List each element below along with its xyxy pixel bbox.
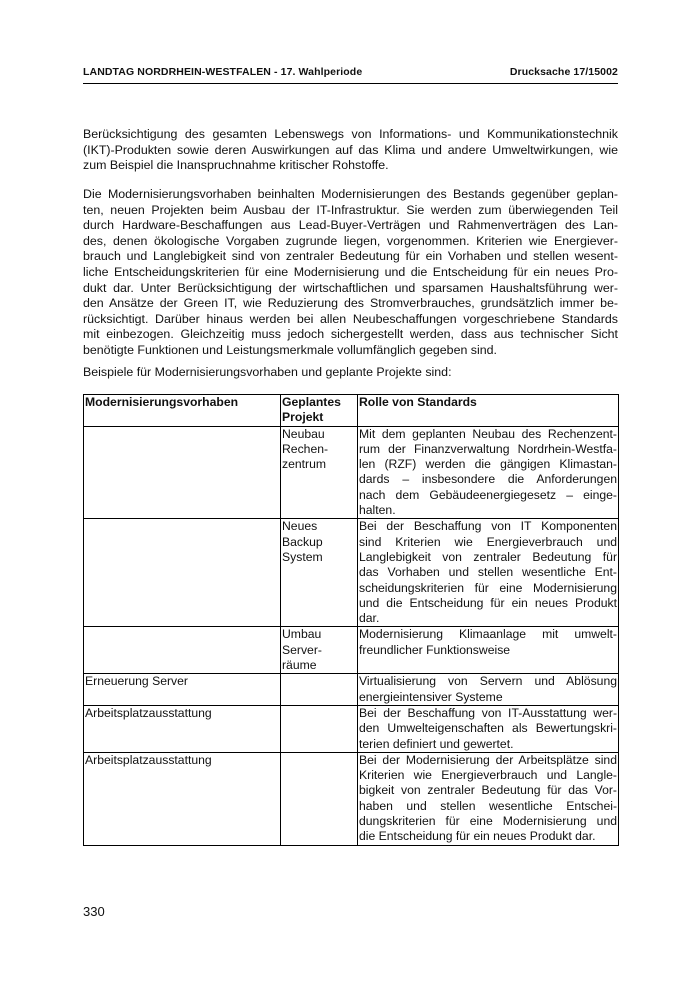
cell-line: Bei der Beschaffung von IT-Ausstattung wer- [359,705,617,720]
text-line: den Ansätze der Green IT, wie Reduzierung des Stromverbrauches, grundsätzlich immer be- [83,296,618,311]
table-row [84,705,619,752]
cell-line: Neubau [282,426,325,441]
cell-vorhaben [84,627,281,674]
text-line: (IKT)-Produkten sowie deren Auswirkungen auf das Klima und andere Umweltwirkungen, wie [83,142,618,157]
cell-projekt [281,519,358,627]
table-row [84,426,619,519]
paragraph-examples-intro: Beispiele für Modernisierungsvorhaben und geplante Projekte sind: [83,365,452,379]
text-line: dukt dar. Unter Berücksichtigung der wirtschaftlichen und sparsamen Haushaltsführung wer- [83,280,618,295]
cell-line: Kriterien wie Energieverbrauch und Langle- [359,768,617,783]
cell-line: Langlebigkeit von zentraler Bedeutung für [359,549,617,564]
header-title: LANDTAG NORDRHEIN-WESTFALEN - 17. Wahlperiode [83,66,363,78]
header-modernisierungsvorhaben [84,395,281,427]
cell-line: Umbau [282,627,322,642]
cell-vorhaben: Arbeitsplatzausstattung [84,705,281,752]
cell-line: halten. [359,503,396,518]
cell-vorhaben [84,426,281,519]
cell-projekt [281,752,358,845]
cell-line: sind Kriterien wie Energieverbrauch und [359,534,617,549]
cell-line: zentrum [282,457,327,472]
paragraph-lifecycle [83,127,618,174]
cell-line: und die Entscheidung für ein neues Produkt [359,595,617,610]
cell-line: die Entscheidung für ein neues Produkt dar. [359,829,596,844]
text-line: ten, neuen Projekten beim Ausbau der IT-Infrastruktur. Sie werden zum überwiegenden Teil [83,202,618,217]
cell-line: rum der Finanzverwaltung Nordrhein-Westfa- [359,441,617,456]
cell-line: haben und stellen wesentliche Entschei- [359,798,617,813]
cell-line: freundlicher Funktionsweise [359,642,511,657]
cell-projekt [281,705,358,752]
text-line: des, denen ökologische Vorgaben zugrunde liegen, vorgenommen. Kriterien wie Energiever- [83,233,618,248]
cell-line: scheidungskriterien für eine Modernisierung [359,580,617,595]
text-line: mit einbezogen. Gleichzeitig muss jedoch sichergestellt werden, dass aus technischer Sicht [83,327,618,342]
cell-projekt [281,627,358,674]
cell-vorhaben [84,519,281,627]
text-line: Die Modernisierungsvorhaben beinhalten Modernisierungen des Bestands gegenüber geplan- [83,187,618,201]
cell-line: energieintensiver Systeme [359,689,503,704]
cell-line: das Vorhaben und stellen wesentliche Ent- [359,565,617,580]
text-line: durch Hardware-Beschaffungen aus Lead-Buyer-Verträgen und Rahmenverträgen des Lan- [83,218,618,233]
header-divider [83,83,618,84]
paragraph-modernization [83,187,618,359]
cell-projekt [281,426,358,519]
text-line: liche Entscheidungskriterien für eine Modernisierung und die Entscheidung für ein neues Pro- [83,264,618,279]
cell-line: bigkeit von zentraler Bedeutung für das Vor- [359,783,617,798]
cell-line: nach dem Gebäudeenergiegesetz – einge- [359,487,617,502]
cell-line: Mit dem geplanten Neubau des Rechenzent- [359,426,617,441]
cell-projekt [281,674,358,706]
cell-line: Neues [282,519,318,534]
cell-rolle [358,519,619,627]
document-number: Drucksache 17/15002 [509,66,618,78]
cell-line: len (RZF) werden die gängigen Klimastan- [359,457,617,472]
page-header [83,66,618,78]
table-header-row [84,395,619,427]
page-number: 330 [83,904,105,919]
cell-line: terien definiert und gewertet. [359,736,514,751]
cell-line: dar. [359,611,380,626]
cell-line: räume [282,658,317,673]
cell-line: Modernisierung Klimaanlage mit umwelt- [359,627,617,642]
text-line: brauch und Langlebigkeit sind von zentraler Bedeutung für ein Vorhaben und stellen wesent- [83,249,618,264]
text-line: benötigte Funktionen und Leistungsmerkmale vollumfänglich gegeben sind. [83,342,497,357]
cell-line: Bei der Modernisierung der Arbeitsplätze sind [359,752,617,767]
cell-vorhaben: Erneuerung Server [84,674,281,706]
cell-rolle [358,705,619,752]
table-row [84,627,619,674]
text-line: Berücksichtigung des gesamten Lebenswegs von Informations- und Kommunikationstechnik [83,127,618,141]
table-row [84,752,619,845]
text-line: rücksichtigt. Darüber hinaus werden bei allen Neubeschaffungen vorgeschriebene Standards [83,311,618,326]
text-line: zum Beispiel die Inanspruchnahme kritischer Rohstoffe. [83,158,389,173]
table-row [84,519,619,627]
cell-line: Backup [282,534,323,549]
cell-vorhaben: Arbeitsplatzausstattung [84,752,281,845]
cell-rolle [358,627,619,674]
cell-line: Virtualisierung von Servern und Ablösung [359,674,617,689]
header-rolle-von-standards [358,395,619,427]
table-row [84,674,619,706]
cell-rolle [358,752,619,845]
cell-rolle [358,426,619,519]
header-geplantes-projekt [281,395,358,427]
cell-line: Bei der Beschaffung von IT Komponenten [359,519,617,534]
cell-line: dards – insbesondere die Anforderungen [359,472,617,487]
cell-line: Server- [282,642,322,657]
cell-line: den Umwelteigenschaften als Bewertungskri- [359,721,617,736]
cell-line: dungskriterien für eine Modernisierung und [359,814,617,829]
header-label: Modernisierungsvorhaben [85,395,239,409]
header-label: Rolle von Standards [359,395,477,409]
header-label: Projekt [282,410,324,425]
projects-table [83,394,619,846]
cell-rolle [358,674,619,706]
cell-line: System [282,549,323,564]
header-label: Geplantes [282,395,341,409]
cell-line: Rechen- [282,441,329,456]
